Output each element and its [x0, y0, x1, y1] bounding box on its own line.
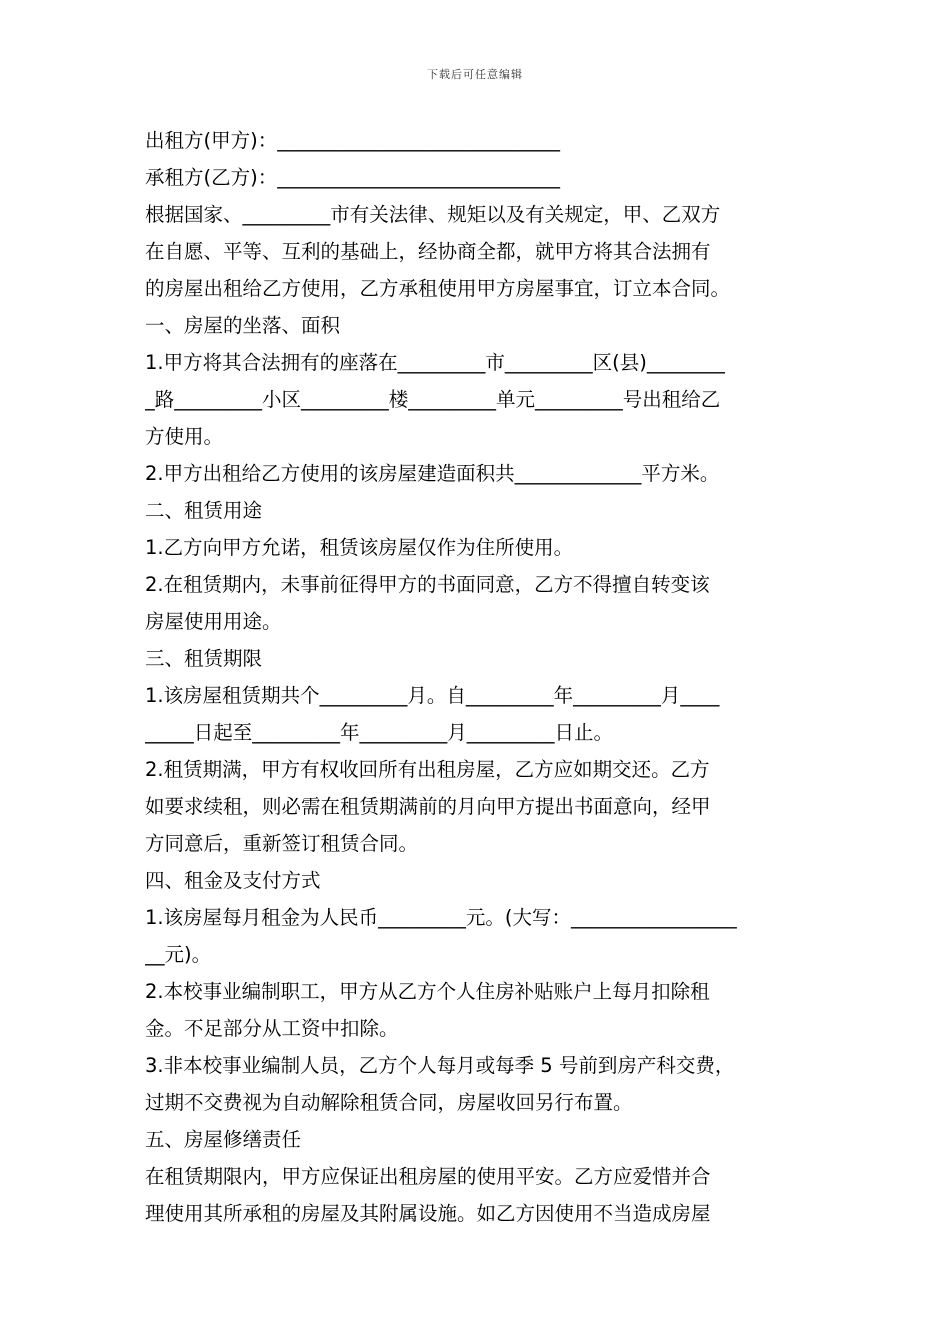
clause-line: 2.甲方出租给乙方使用的该房屋建造面积共_____________平方米。	[145, 462, 720, 485]
header-note: 下载后可任意编辑	[427, 68, 523, 81]
clause-line: 在租赁期限内，甲方应保证出租房屋的使用平安。乙方应爱惜并合	[145, 1165, 711, 1188]
clause-line: 1.该房屋租赁期共个_________月。自_________年_________月____	[145, 684, 720, 707]
clause-line: 房屋使用用途。	[145, 610, 282, 633]
lessor-line: 出租方(甲方)：_____________________________	[145, 129, 560, 152]
clause-line: 1.该房屋每月租金为人民币_________元。(大写：_________________	[145, 906, 737, 929]
clause-line: 3.非本校事业编制人员，乙方个人每月或每季 5 号前到房产科交费，	[145, 1054, 735, 1077]
clause-line: __元)。	[145, 943, 212, 966]
clause-line: 2.本校事业编制职工，甲方从乙方个人住房补贴账户上每月扣除租	[145, 980, 710, 1003]
clause-line: 过期不交费视为自动解除租赁合同，房屋收回另行布置。	[145, 1091, 633, 1114]
preamble-line: 根据国家、_________市有关法律、规矩以及有关规定，甲、乙双方	[145, 203, 721, 226]
lessee-line: 承租方(乙方)：_____________________________	[145, 166, 560, 189]
clause-line: 2.租赁期满，甲方有权收回所有出租房屋，乙方应如期交还。乙方	[145, 758, 710, 781]
clause-line: 理使用其所承租的房屋及其附属设施。如乙方因使用不当造成房屋	[145, 1202, 711, 1225]
clause-line: 方使用。	[145, 425, 224, 448]
clause-line: 金。不足部分从工资中扣除。	[145, 1017, 399, 1040]
section-heading: 二、租赁用途	[145, 499, 263, 522]
section-heading: 三、租赁期限	[145, 647, 263, 670]
clause-line: 方同意后，重新签订租赁合同。	[145, 832, 419, 855]
clause-line: 2.在租赁期内，未事前征得甲方的书面同意，乙方不得擅自转变该	[145, 573, 710, 596]
clause-line: 如要求续租，则必需在租赁期满前的月向甲方提出书面意向，经甲	[145, 795, 711, 818]
section-heading: 五、房屋修缮责任	[145, 1128, 302, 1151]
clause-line: _____日起至_________年_________月_________日止。	[145, 721, 614, 744]
clause-line: _路_________小区_________楼_________单元_________号出租给乙	[145, 388, 721, 411]
preamble-line: 的房屋出租给乙方使用，乙方承租使用甲方房屋事宜，订立本合同。	[145, 277, 731, 300]
section-heading: 四、租金及支付方式	[145, 869, 321, 892]
contract-body	[145, 122, 810, 1232]
clause-line: 1.甲方将其合法拥有的座落在_________市_________区(县)________	[145, 351, 725, 374]
preamble-line: 在自愿、平等、互利的基础上，经协商全都，就甲方将其合法拥有	[145, 240, 711, 263]
section-heading: 一、房屋的坐落、面积	[145, 314, 341, 337]
clause-line: 1.乙方向甲方允诺，租赁该房屋仅作为住所使用。	[145, 536, 574, 559]
